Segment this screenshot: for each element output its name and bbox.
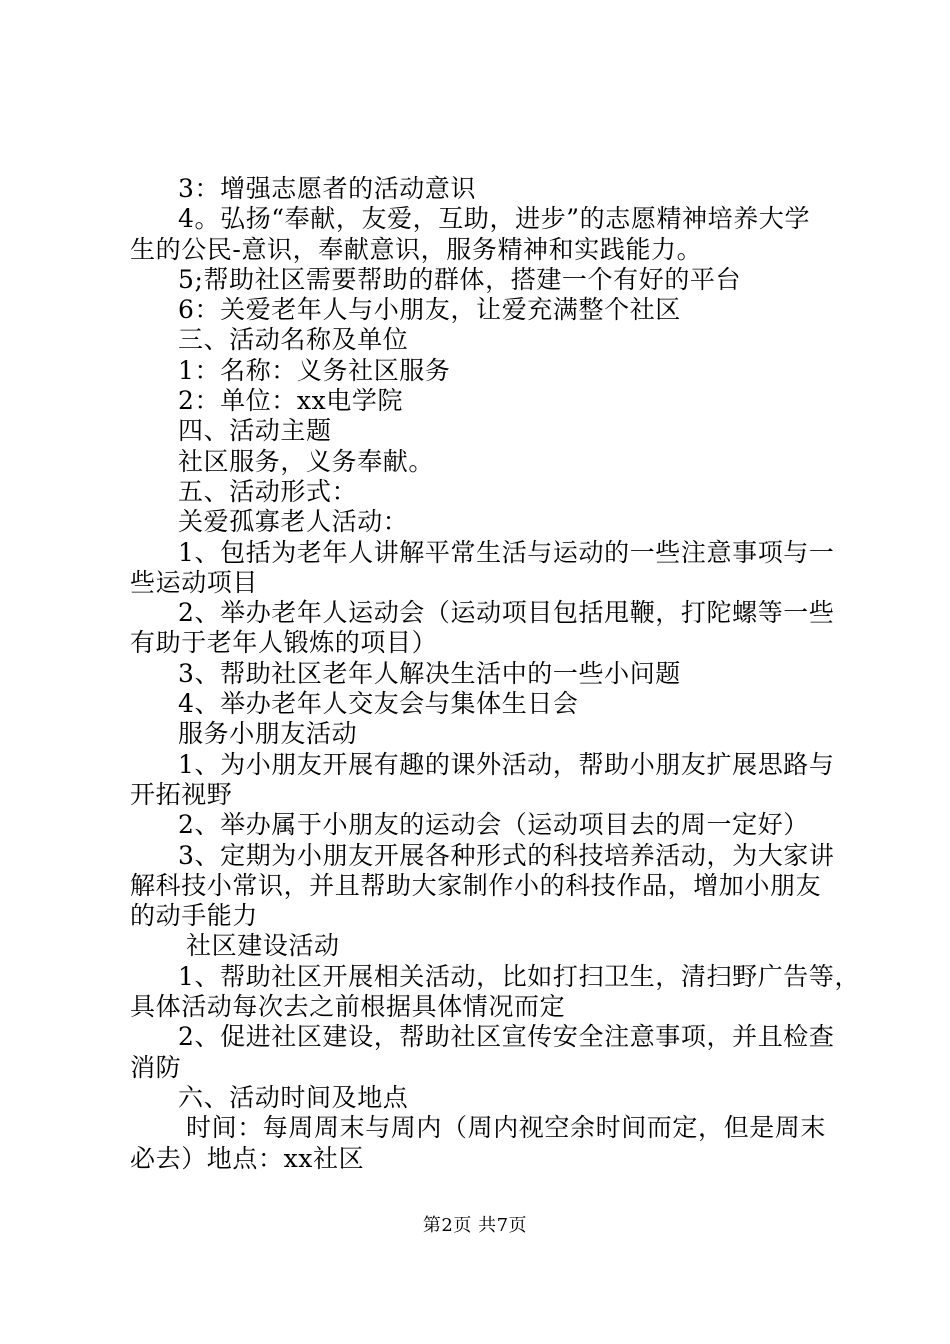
text-line: 的动手能力 xyxy=(130,901,259,931)
text-line: 2：单位：xx电学院 xyxy=(178,386,404,416)
text-line: 2、促进社区建设，帮助社区宣传安全注意事项，并且检查 xyxy=(178,1022,835,1052)
section-heading: 五、活动形式： xyxy=(178,476,358,506)
text-line: 些运动项目 xyxy=(130,567,259,597)
text-line: 6：关爱老年人与小朋友，让爱充满整个社区 xyxy=(178,295,681,325)
text-line: 开拓视野 xyxy=(130,779,233,809)
section-heading: 六、活动时间及地点 xyxy=(178,1082,409,1112)
document-body xyxy=(130,174,861,1174)
text-line: 2、举办属于小朋友的运动会（运动项目去的周一定好） xyxy=(178,810,809,840)
text-line: 3、定期为小朋友开展各种形式的科技培养活动，为大家讲 xyxy=(178,840,835,870)
text-line: 必去）地点：xx社区 xyxy=(130,1143,365,1173)
text-line: 4。弘扬“奉献，友爱，互助，进步”的志愿精神培养大学 xyxy=(178,204,811,234)
text-line: 有助于老年人锻炼的项目） xyxy=(130,628,438,658)
text-line: 具体活动每次去之前根据具体情况而定 xyxy=(130,992,566,1022)
text-line: 2、举办老年人运动会（运动项目包括甩鞭，打陀螺等一些 xyxy=(178,598,835,628)
text-line: 社区服务，义务奉献。 xyxy=(178,446,435,476)
sub-heading: 服务小朋友活动 xyxy=(178,719,358,749)
text-line: 1、为小朋友开展有趣的课外活动，帮助小朋友扩展思路与 xyxy=(178,749,835,779)
text-line: 3、帮助社区老年人解决生活中的一些小问题 xyxy=(178,658,681,688)
text-line: 4、举办老年人交友会与集体生日会 xyxy=(178,689,579,719)
text-line: 1、包括为老年人讲解平常生活与运动的一些注意事项与一 xyxy=(178,537,835,567)
sub-heading: 关爱孤寡老人活动： xyxy=(178,507,409,537)
text-line: 5;帮助社区需要帮助的群体，搭建一个有好的平台 xyxy=(178,264,742,294)
section-heading: 四、活动主题 xyxy=(178,416,332,446)
text-line: 消防 xyxy=(130,1052,182,1082)
page-number-footer: 第2页 共7页 xyxy=(422,1215,528,1236)
text-line: 3：增强志愿者的活动意识 xyxy=(178,174,477,203)
text-line: 1、帮助社区开展相关活动，比如打扫卫生，清扫野广告等， xyxy=(178,961,861,991)
text-line: 时间：每周周末与周内（周内视空余时间而定，但是周末 xyxy=(186,1113,827,1143)
sub-heading: 社区建设活动 xyxy=(186,931,340,961)
text-line: 解科技小常识，并且帮助大家制作小的科技作品，增加小朋友 xyxy=(130,870,822,900)
section-heading: 三、活动名称及单位 xyxy=(178,325,409,355)
text-line: 1：名称：义务社区服务 xyxy=(178,355,451,385)
text-line: 生的公民-意识，奉献意识，服务精神和实践能力。 xyxy=(130,234,703,264)
